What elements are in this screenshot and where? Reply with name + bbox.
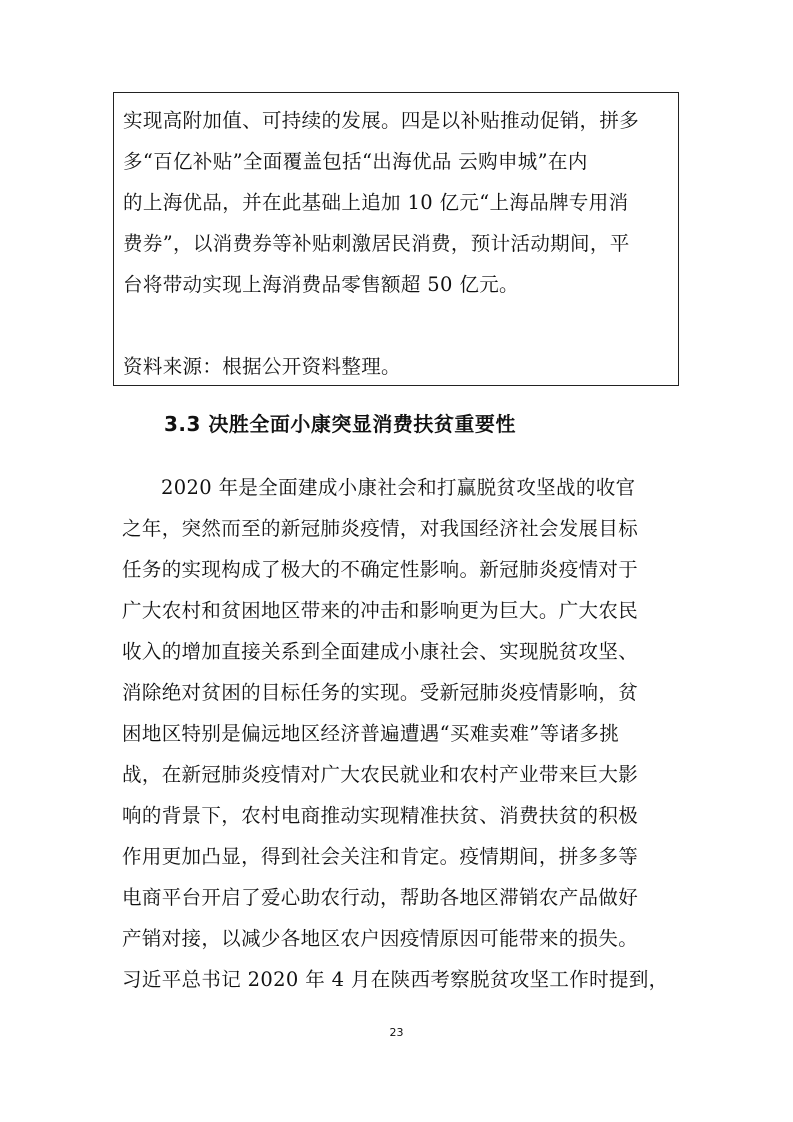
paragraph-line: 电商平台开启了爱心助农行动，帮助各地区滞销农产品做好: [122, 886, 639, 909]
paragraph-line: 任务的实现构成了极大的不确定性影响。新冠肺炎疫情对于: [122, 558, 639, 581]
case-study-box: [113, 92, 679, 386]
paragraph-line: 2020 年是全面建成小康社会和打赢脱贫攻坚战的收官: [161, 476, 636, 499]
box-text-line: 费券”，以消费券等补贴刺激居民消费，预计活动期间，平: [123, 232, 630, 255]
paragraph-line: 作用更加凸显，得到社会关注和肯定。疫情期间，拼多多等: [122, 845, 639, 868]
source-note: 资料来源：根据公开资料整理。: [123, 355, 401, 378]
paragraph-line: 困地区特别是偏远地区经济普遍遭遇“买难卖难”等诸多挑: [122, 722, 620, 745]
paragraph-line: 收入的增加直接关系到全面建成小康社会、实现脱贫攻坚、: [122, 640, 639, 663]
paragraph-line: 消除绝对贫困的目标任务的实现。受新冠肺炎疫情影响，贫: [122, 681, 639, 704]
paragraph-line: 之年，突然而至的新冠肺炎疫情，对我国经济社会发展目标: [122, 517, 639, 540]
paragraph-line: 广大农村和贫困地区带来的冲击和影响更为巨大。广大农民: [122, 599, 639, 622]
page-number: 23: [389, 1026, 404, 1039]
paragraph-line: 习近平总书记 2020 年 4 月在陕西考察脱贫攻坚工作时提到，: [122, 968, 669, 991]
box-text-line: 台将带动实现上海消费品零售额超 50 亿元。: [123, 273, 519, 296]
box-text-line: 多“百亿补贴”全面覆盖包括“出海优品 云购申城”在内: [123, 150, 588, 173]
box-text-line: 实现高附加值、可持续的发展。四是以补贴推动促销，拼多: [123, 109, 640, 132]
paragraph-line: 战，在新冠肺炎疫情对广大农民就业和农村产业带来巨大影: [122, 763, 639, 786]
paragraph-line: 产销对接，以减少各地区农户因疫情原因可能带来的损失。: [122, 927, 639, 950]
box-text-line: 的上海优品，并在此基础上追加 10 亿元“上海品牌专用消: [123, 191, 629, 214]
section-heading: 3.3 决胜全面小康突显消费扶贫重要性: [164, 412, 516, 436]
paragraph-line: 响的背景下，农村电商推动实现精准扶贫、消费扶贫的积极: [122, 804, 639, 827]
